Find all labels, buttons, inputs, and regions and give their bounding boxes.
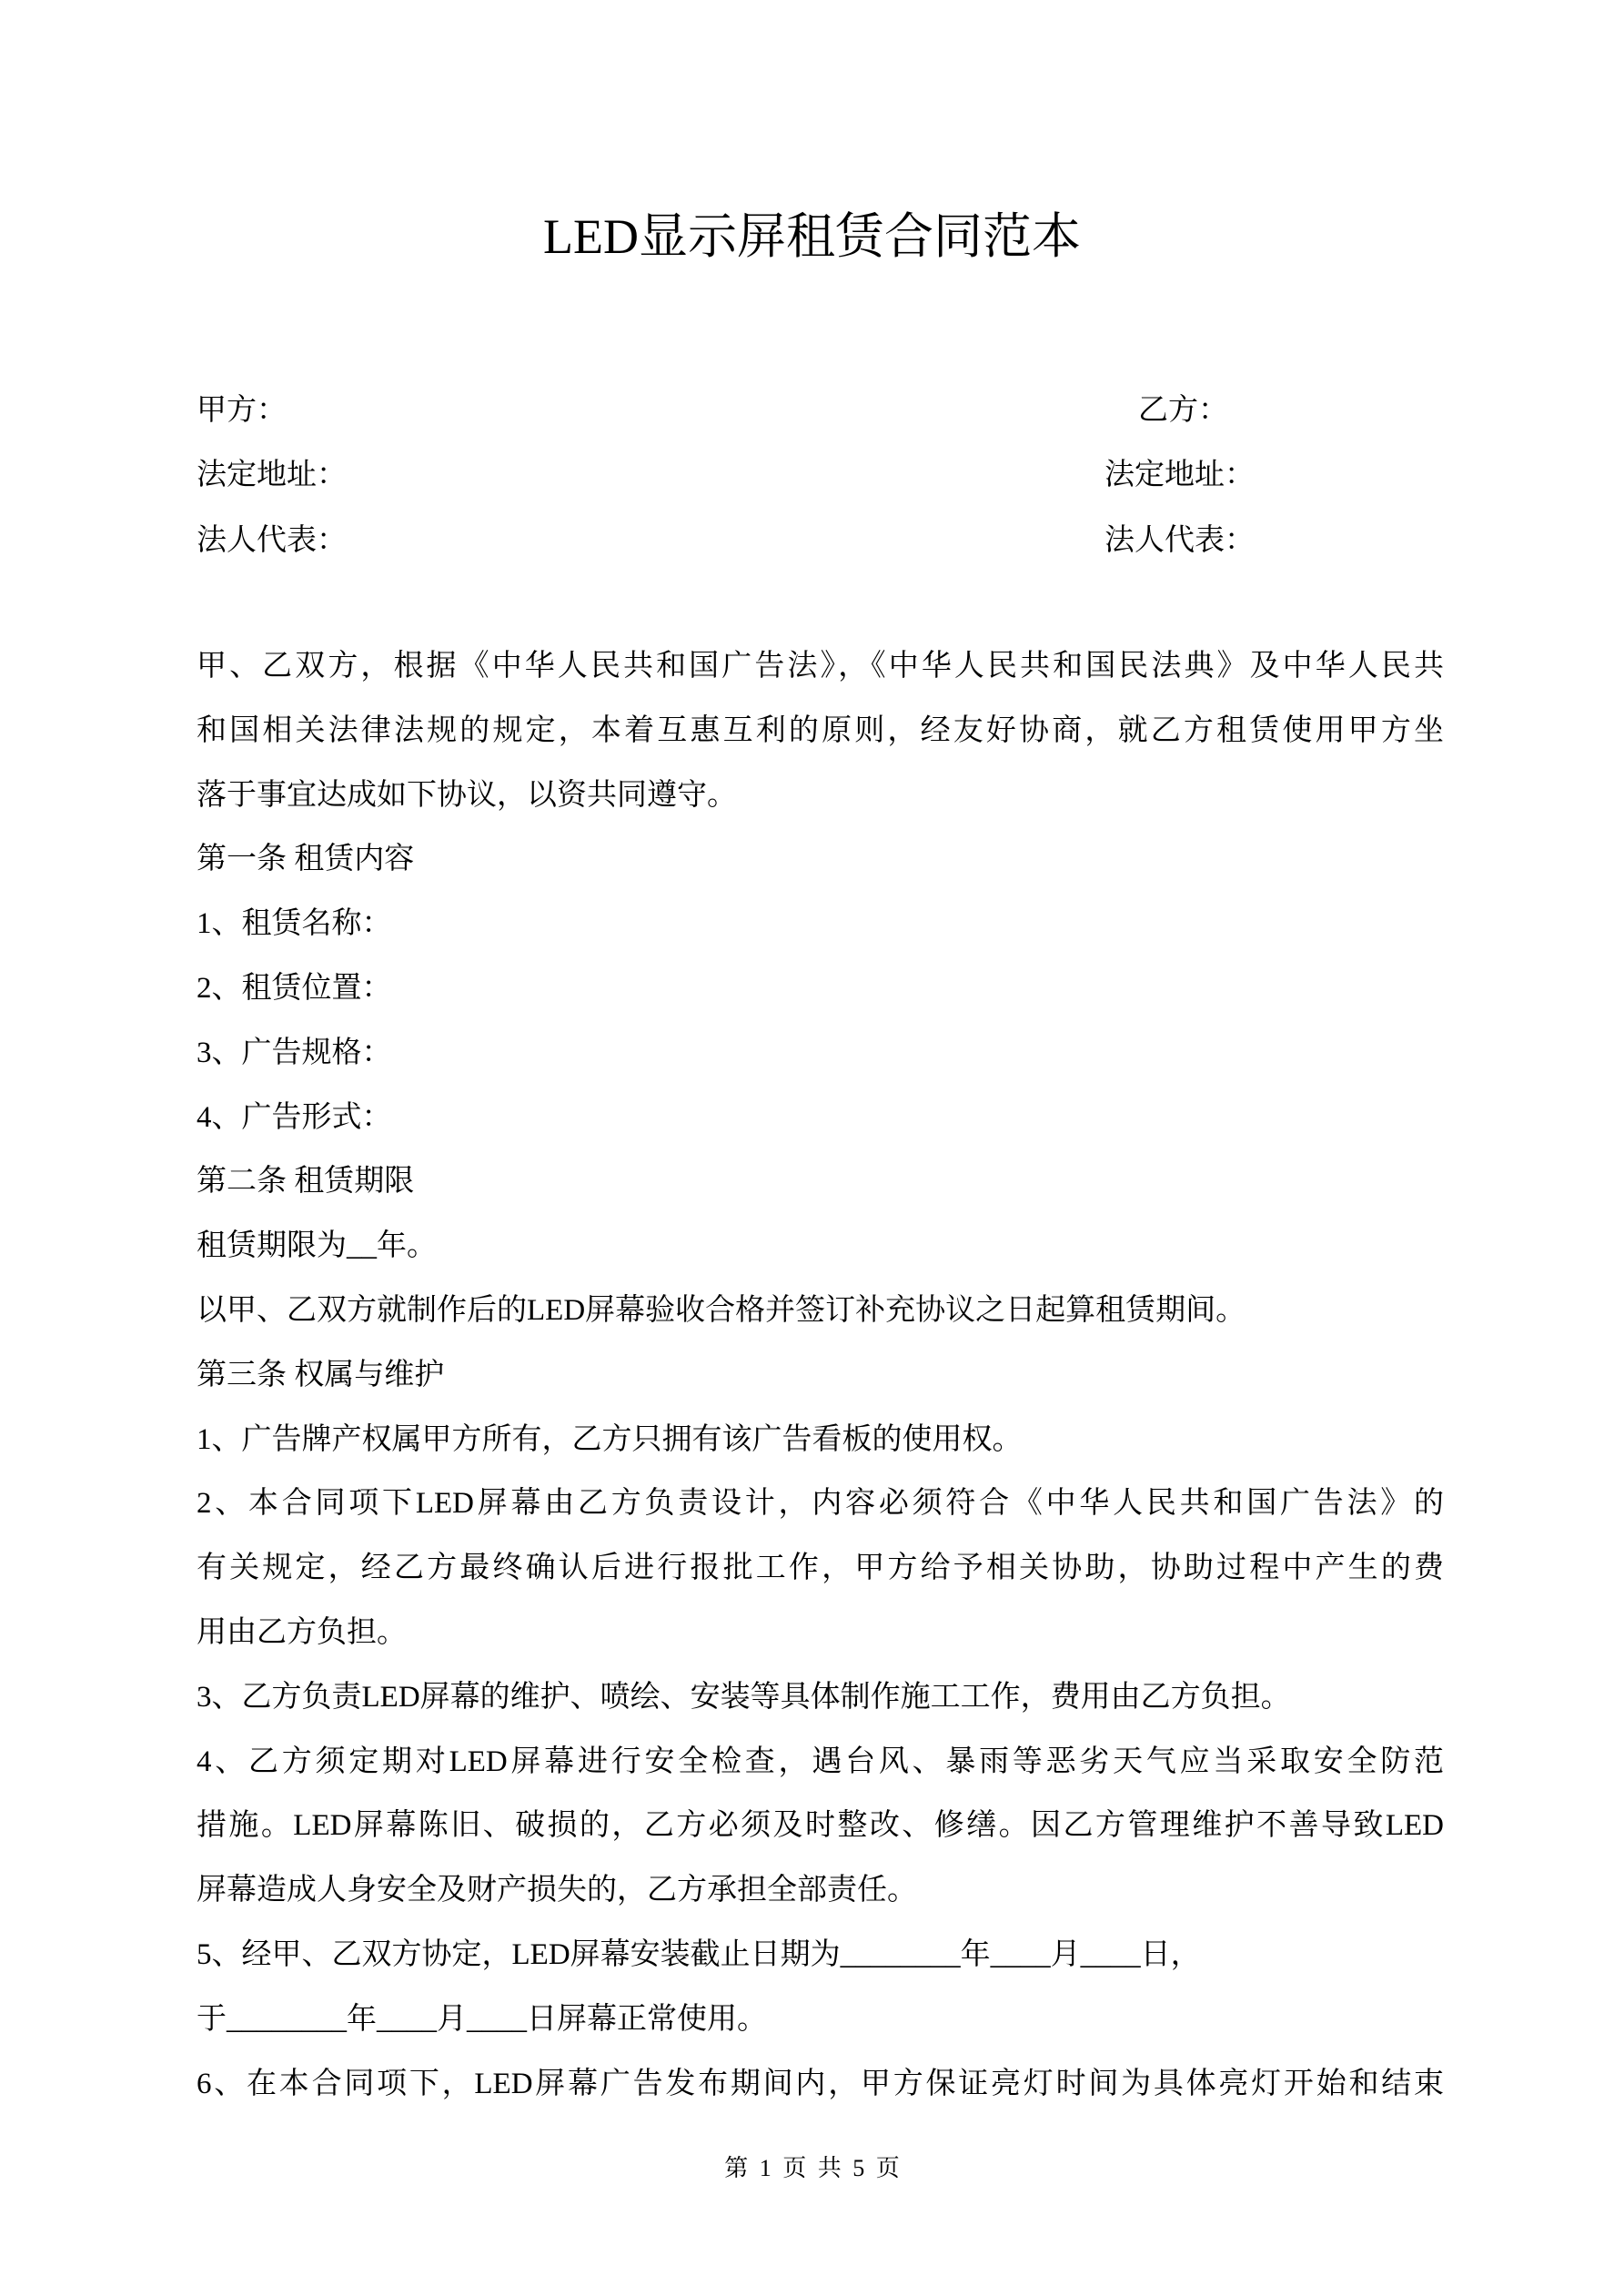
representative-row <box>197 509 1444 573</box>
party-a-representative-label: 法人代表： <box>197 523 347 557</box>
body-line: 落于事宜达成如下协议，以资共同遵守。 <box>197 778 737 812</box>
body-line: 2、本合同项下LED屏幕由乙方负责设计，内容必须符合《中华人民共和国广告法》的 <box>197 1487 1444 1521</box>
party-b-representative-label: 法人代表： <box>1105 523 1255 557</box>
body-line: 措施。LED屏幕陈旧、破损的，乙方必须及时整改、修缮。因乙方管理维护不善导致LED <box>197 1809 1444 1843</box>
party-a-address-label: 法定地址： <box>197 459 347 492</box>
parties-block <box>197 379 1444 573</box>
address-row <box>197 443 1444 508</box>
party-b-address-label: 法定地址： <box>1105 459 1255 492</box>
party-row <box>197 379 1444 443</box>
body-line: 5、经甲、乙双方协定，LED屏幕安装截止日期为________年____月____日， <box>197 1937 1201 1971</box>
body-line: 3、乙方负责LED屏幕的维护、喷绘、安装等具体制作施工工作，费用由乙方负担。 <box>197 1680 1291 1714</box>
document-title: LED显示屏租赁合同范本 <box>543 209 1081 264</box>
body-line: 和国相关法律法规的规定，本着互惠互利的原则，经友好协商，就乙方租赁使用甲方坐 <box>197 713 1444 747</box>
body-line: 第一条 租赁内容 <box>197 843 415 876</box>
contract-body <box>197 634 1444 2116</box>
body-line: 有关规定，经乙方最终确认后进行报批工作，甲方给予相关协助，协助过程中产生的费 <box>197 1552 1444 1585</box>
body-line: 用由乙方负担。 <box>197 1615 407 1649</box>
body-line: 2、租赁位置： <box>197 971 392 1005</box>
body-line: 3、广告规格： <box>197 1036 392 1069</box>
body-line: 以甲、乙双方就制作后的LED屏幕验收合格并签订补充协议之日起算租赁期间。 <box>197 1293 1246 1327</box>
party-a-label: 甲方： <box>197 394 287 427</box>
body-line: 1、广告牌产权属甲方所有，乙方只拥有该广告看板的使用权。 <box>197 1422 1023 1456</box>
body-line: 第三条 权属与维护 <box>197 1358 445 1391</box>
page-number: 第 1 页 共 5 页 <box>724 2155 900 2181</box>
body-line: 租赁期限为__年。 <box>197 1229 437 1263</box>
body-line: 4、乙方须定期对LED屏幕进行安全检查，遇台风、暴雨等恶劣天气应当采取安全防范 <box>197 1745 1444 1778</box>
body-line: 屏幕造成人身安全及财产损失的，乙方承担全部责任。 <box>197 1874 917 1907</box>
body-line: 甲、乙双方，根据《中华人民共和国广告法》，《中华人民共和国民法典》及中华人民共 <box>197 650 1444 683</box>
body-line: 6、在本合同项下，LED屏幕广告发布期间内，甲方保证亮灯时间为具体亮灯开始和结束 <box>197 2067 1444 2100</box>
body-line: 1、租赁名称： <box>197 907 392 941</box>
body-line: 于________年____月____日屏幕正常使用。 <box>197 2002 767 2036</box>
body-line: 4、广告形式： <box>197 1100 392 1134</box>
body-line: 第二条 租赁期限 <box>197 1165 415 1199</box>
party-b-label: 乙方： <box>1138 394 1228 427</box>
